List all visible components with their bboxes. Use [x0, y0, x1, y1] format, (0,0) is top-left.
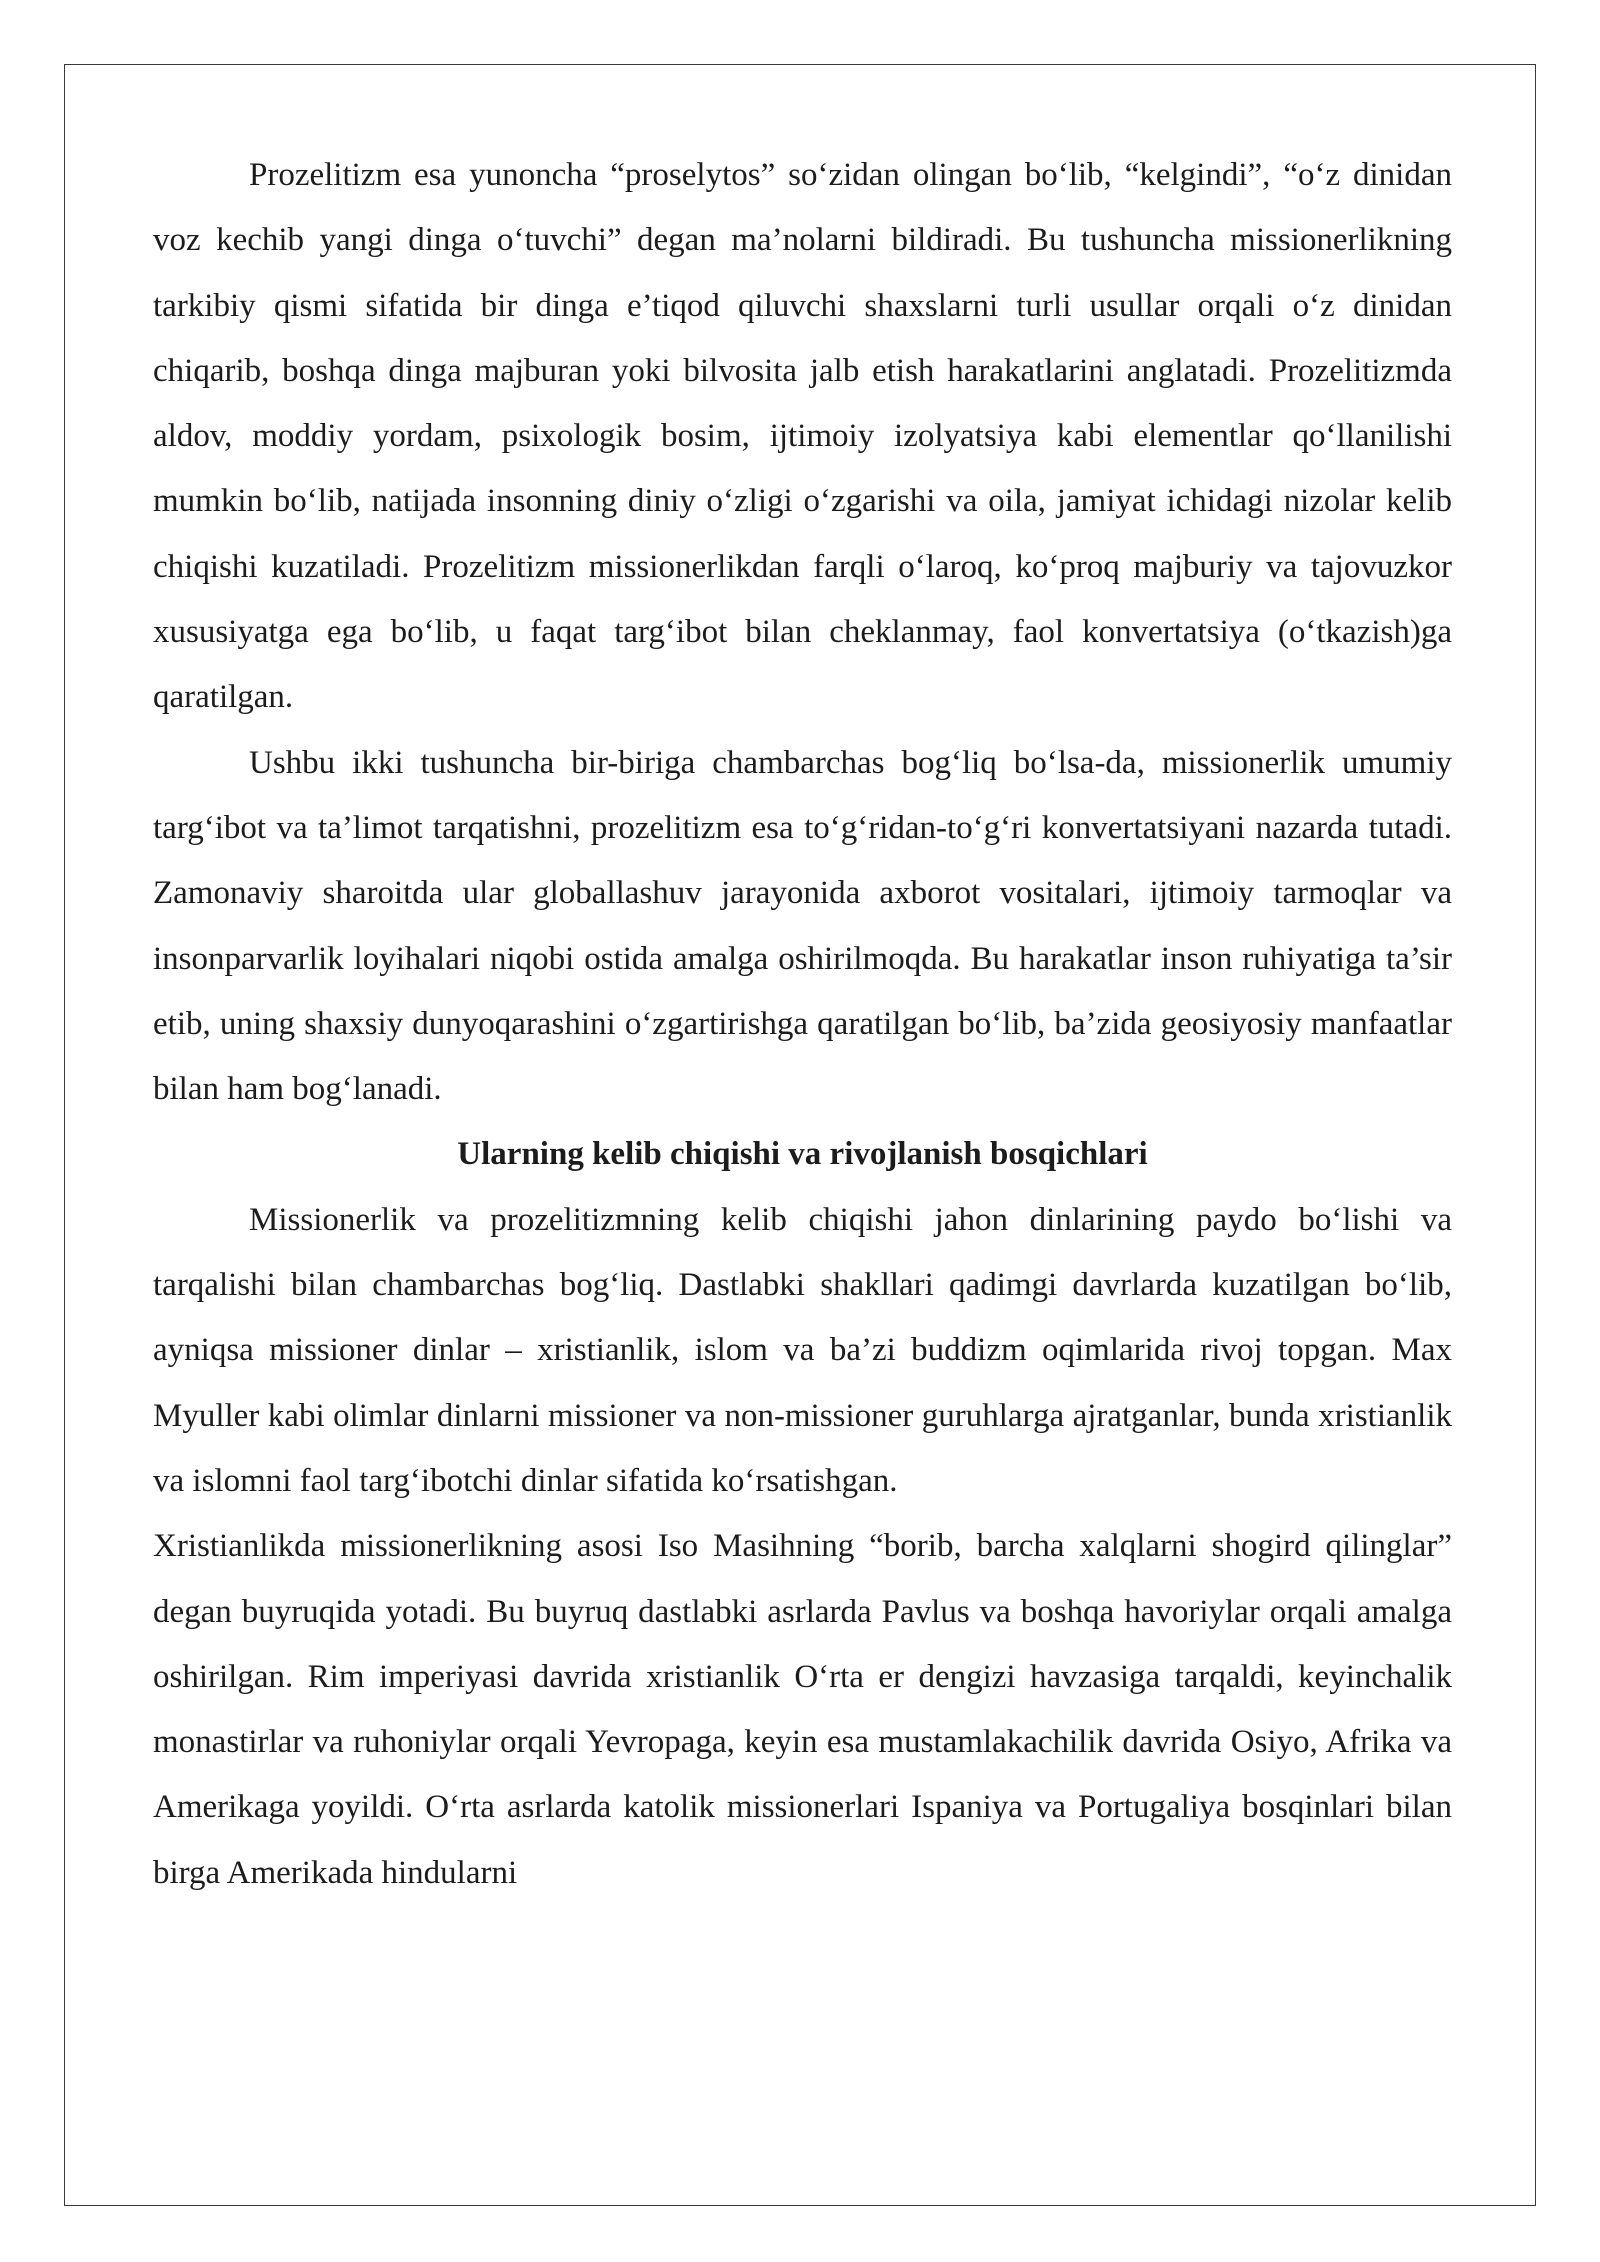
document-body	[153, 143, 1452, 1906]
paragraph-prozelitizm-definition: Prozelitizm esa yunoncha “proselytos” so‘zidan olingan bo‘lib, “kelgindi”, “o‘z dinidan voz kechib yangi dinga o‘tuvchi” degan ma’nolarni bildiradi. Bu tushuncha missionerlikning tarkibiy qismi sifatida bir dinga e’tiqod qiluvchi shaxslarni turli usullar orqali o‘z dinidan chiqarib, boshqa dinga majburan yoki bilvosita jalb etish harakatlarini anglatadi. Prozelitizmda aldov, moddiy yordam, psixologik bosim, ijtimoiy izolyatsiya kabi elementlar qo‘llanilishi mumkin bo‘lib, natijada insonning diniy o‘zligi o‘zgarishi va oila, jamiyat ichidagi nizolar kelib chiqishi kuzatiladi. Prozelitizm missionerlikdan farqli o‘laroq, ko‘proq majburiy va tajovuzkor xususiyatga ega bo‘lib, u faqat targ‘ibot bilan cheklanmay, faol konvertatsiya (o‘tkazish)ga qaratilgan.	[153, 157, 1452, 716]
paragraph-christianity: Xristianlikda missionerlikning asosi Iso Masihning “borib, barcha xalqlarni shogird qilinglar” degan buyruqida yotadi. Bu buyruq dastlabki asrlarda Pavlus va boshqa havoriylar orqali amalga oshirilgan. Rim imperiyasi davrida xristianlik O‘rta er dengizi havzasiga tarqaldi, keyinchalik monastirlar va ruhoniylar orqali Yevropaga, keyin esa mustamlakachilik davrida Osiyo, Afrika va Amerikaga yoyildi. O‘rta asrlarda katolik missionerlari Ispaniya va Portugaliya bosqinlari bilan birga Amerikada hindularni	[153, 1528, 1452, 1891]
paragraph-origins: Missionerlik va prozelitizmning kelib chiqishi jahon dinlarining paydo bo‘lishi va tarqalishi bilan chambarchas bog‘liq. Dastlabki shakllari qadimgi davrlarda kuzatilgan bo‘lib, ayniqsa missioner dinlar – xristianlik, islom va ba’zi buddizm oqimlarida rivoj topgan. Max Myuller kabi olimlar dinlarni missioner va non-missioner guruhlarga ajratganlar, bunda xristianlik va islomni faol targ‘ibotchi dinlar sifatida ko‘rsatishgan.	[153, 1201, 1452, 1499]
paragraph-concepts-relation: Ushbu ikki tushuncha bir-biriga chambarchas bog‘liq bo‘lsa-da, missionerlik umumiy targ‘ibot va ta’limot tarqatishni, prozelitizm esa to‘g‘ridan-to‘g‘ri konvertatsiyani nazarda tutadi. Zamonaviy sharoitda ular globallashuv jarayonida axborot vositalari, ijtimoiy tarmoqlar va insonparvarlik loyihalari niqobi ostida amalga oshirilmoqda. Bu harakatlar inson ruhiyatiga ta’sir etib, uning shaxsiy dunyoqarashini o‘zgartirishga qaratilgan bo‘lib, ba’zida geosiyosiy manfaatlar bilan ham bog‘lanadi.	[153, 744, 1452, 1108]
section-heading: Ularning kelib chiqishi va rivojlanish bosqichlari	[457, 1136, 1148, 1173]
